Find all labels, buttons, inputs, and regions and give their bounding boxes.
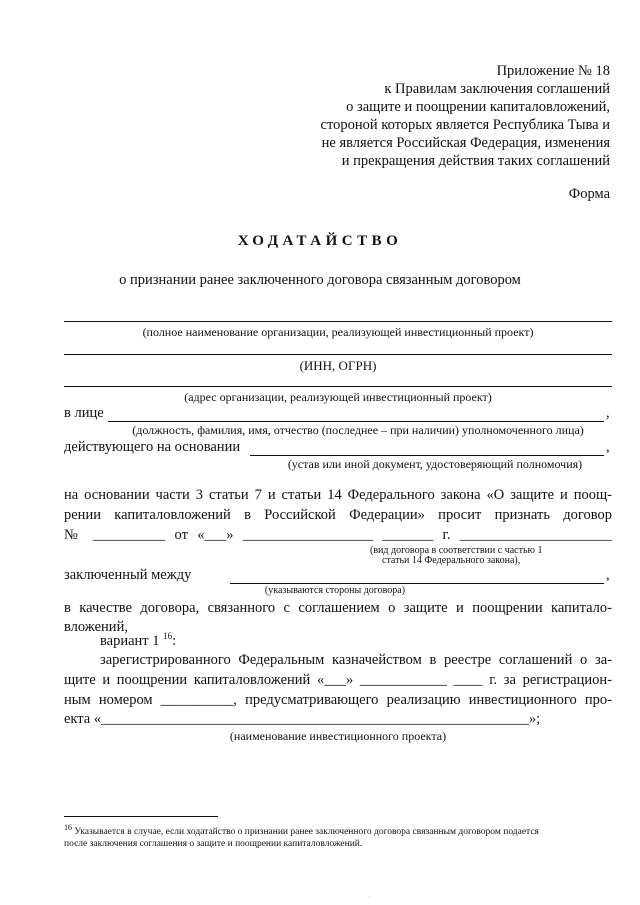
appendix-line: Приложение № 18 [496, 63, 610, 79]
reg-line-2: щите и поощрении капиталовложений «___» ____________ ____ г. за регистрацион- [64, 672, 612, 688]
basis-caption: (устав или иной документ, удостоверяющий полномочия) [287, 457, 583, 471]
org-name-line[interactable] [64, 321, 612, 322]
position-line[interactable] [108, 421, 604, 422]
reg-line-4: екта «___________________________________________________________»; [64, 711, 541, 727]
address-line[interactable] [64, 386, 612, 387]
appendix-line: к Правилам заключения соглашений [384, 81, 610, 97]
footnote-text-1: $^{16}$ Указывается в случае, если ходатайство о признании ранее заключенного договора связанным договором подается [64, 823, 539, 838]
document-subtitle: о признании ранее заключенного договора связанным договором [119, 272, 521, 288]
parties-line[interactable] [230, 583, 604, 584]
page-marker: · [368, 893, 371, 901]
footnote-text-2: после заключения соглашения о защите и поощрении капиталовложений. [64, 839, 363, 849]
appendix-line: о защите и поощрении капиталовложений, [346, 99, 610, 115]
variant-label: вариант 1 $^{16}$: [100, 631, 177, 649]
appendix-line: стороной которых является Республика Тыва и [320, 117, 610, 133]
contract-caption-1: (вид договора в соответствии с частью 1 [370, 545, 543, 556]
footnote-separator [64, 816, 218, 817]
reg-line-3: ным номером __________, предусматривающего реализацию инвестиционного про- [64, 692, 612, 708]
contract-number-line: № __________ от «___» __________________ _______ г. _____________________ [64, 527, 612, 543]
comma: , [606, 439, 610, 455]
as-contract-line-2: вложений, [64, 619, 128, 635]
address-caption: (адрес организации, реализующей инвестиционный проект) [184, 390, 492, 404]
appendix-line: не является Российская Федерация, изменения [321, 135, 610, 151]
acting-label: действующего на основании [64, 439, 241, 455]
main-line-1: на основании части 3 статьи 7 и статьи 14 Федерального закона «О защите и поощ- [64, 487, 612, 503]
comma: , [606, 405, 610, 421]
parties-caption: (указываются стороны договора) [264, 585, 406, 596]
inn-caption: (ИНН, ОГРН) [299, 358, 377, 373]
basis-line[interactable] [250, 455, 604, 456]
contract-caption-2: статьи 14 Федерального закона), [382, 555, 521, 566]
main-line-2: рении капиталовложений в Российской Федерации» просит признать договор [64, 507, 612, 523]
concluded-label: заключенный между [64, 567, 192, 583]
as-contract-line-1: в качестве договора, связанного с соглашением о защите и поощрении капитало- [64, 600, 612, 616]
document-title: ХОДАТАЙСТВО [237, 233, 403, 249]
footnote-ref: 16 [163, 631, 173, 641]
appendix-line: и прекращения действия таких соглашений [341, 153, 610, 169]
project-caption: (наименование инвестиционного проекта) [229, 729, 447, 743]
reg-line-1: зарегистрированного Федеральным казначейством в реестре соглашений о за- [100, 652, 612, 668]
appendix-header [321, 62, 610, 170]
form-label: Форма [568, 186, 610, 202]
org-name-caption: (полное наименование организации, реализующей инвестиционный проект) [142, 325, 534, 339]
inn-line[interactable] [64, 354, 612, 355]
position-caption: (должность, фамилия, имя, отчество (последнее – при наличии) уполномоченного лица) [132, 423, 584, 437]
comma: , [606, 567, 610, 583]
footnote-number: 16 [64, 823, 72, 832]
v-litse-label: в лице [64, 405, 104, 421]
